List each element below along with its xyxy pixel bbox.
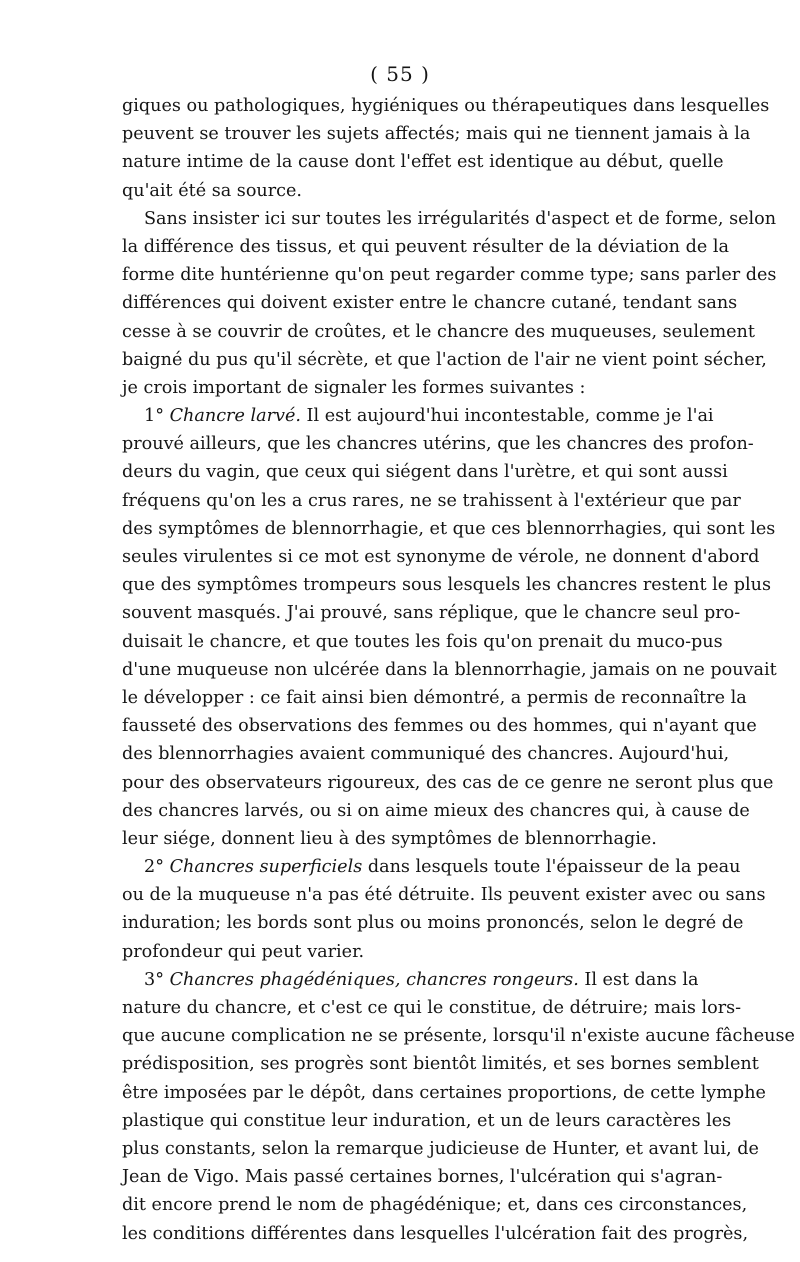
text-line xyxy=(122,994,742,1022)
line-text: fausseté des observations des femmes ou des hommes, qui n'ayant que xyxy=(122,716,757,737)
text-line xyxy=(122,120,751,148)
text-line xyxy=(122,515,776,543)
text-line xyxy=(122,740,730,768)
line-text: seules virulentes si ce mot est synonyme de vérole, ne donnent d'abord xyxy=(122,547,760,567)
text-line xyxy=(122,1107,732,1135)
italic-heading: Chancre larvé. xyxy=(169,406,301,427)
text-line xyxy=(122,148,724,176)
line-text: que aucune complication ne se présente, lorsqu'il n'existe aucune fâcheuse xyxy=(122,1026,795,1047)
text-line xyxy=(122,289,738,317)
line-text: d'une muqueuse non ulcérée dans la blennorrhagie, jamais on ne pouvait xyxy=(122,659,777,680)
line-text: différences qui doivent exister entre le chancre cutané, tendant sans xyxy=(122,293,738,314)
text-line xyxy=(122,543,760,571)
text-line xyxy=(122,1079,766,1107)
text-line xyxy=(122,628,723,656)
text-line xyxy=(122,909,744,937)
line-text: le développer : ce fait ainsi bien démontré, a permis de reconnaître la xyxy=(122,687,747,708)
line-text: duisait le chancre, et que toutes les fois qu'on prenait du muco-pus xyxy=(122,631,723,652)
line-text: dit encore prend le nom de phagédénique; et, dans ces circonstances, xyxy=(122,1195,748,1216)
line-text: prédisposition, ses progrès sont bientôt limités, et ses bornes semblent xyxy=(122,1054,759,1075)
italic-heading: Chancres superficiels xyxy=(169,857,363,878)
line-text: souvent masqués. J'ai prouvé, sans réplique, que le chancre seul pro- xyxy=(122,603,741,624)
text-line xyxy=(122,938,679,966)
text-line xyxy=(122,966,699,994)
text-line xyxy=(122,571,772,599)
line-text: fréquens qu'on les a crus rares, ne se trahissent à l'extérieur que par xyxy=(122,490,741,511)
list-number: 1° xyxy=(144,406,170,427)
body-text xyxy=(122,92,795,1248)
line-text: deurs du vagin, que ceux qui siégent dans l'urètre, et qui sont aussi xyxy=(122,462,728,483)
line-text: cesse à se couvrir de croûtes, et le chancre des muqueuses, seulement xyxy=(122,321,755,342)
text-line xyxy=(122,205,777,233)
line-text: baigné du pus qu'il sécrète, et que l'action de l'air ne vient point sécher, xyxy=(122,349,767,370)
line-text: être imposées par le dépôt, dans certaines proportions, de cette lymphe xyxy=(122,1082,766,1103)
text-line xyxy=(122,656,777,684)
text-line xyxy=(122,261,777,289)
text-line xyxy=(122,1163,723,1191)
text-line xyxy=(122,599,741,627)
line-text: les conditions différentes dans lesquelles l'ulcération fait des progrès, xyxy=(122,1223,749,1244)
text-line xyxy=(122,1135,759,1163)
list-number: 2° xyxy=(144,857,170,878)
line-text: que des symptômes trompeurs sous lesquels les chancres restent le plus xyxy=(122,575,772,596)
italic-heading: Chancres phagédéniques, chancres rongeurs. xyxy=(169,969,579,990)
text-line xyxy=(122,825,679,853)
line-text: peuvent se trouver les sujets affectés; mais qui ne tiennent jamais à la xyxy=(122,124,751,145)
text-line xyxy=(122,881,766,909)
text-line xyxy=(122,1191,748,1219)
text-line xyxy=(122,402,714,430)
line-text: je crois important de signaler les formes suivantes : xyxy=(122,377,586,398)
text-line xyxy=(122,684,747,712)
text-line xyxy=(122,487,741,515)
line-text: des symptômes de blennorrhagie, et que ces blennorrhagies, qui sont les xyxy=(122,518,776,539)
line-text: nature du chancre, et c'est ce qui le constitue, de détruire; mais lors- xyxy=(122,998,742,1018)
line-text: des chancres larvés, ou si on aime mieux des chancres qui, à cause de xyxy=(122,800,750,821)
line-text: des blennorrhagies avaient communiqué des chancres. Aujourd'hui, xyxy=(122,744,730,765)
line-text: Jean de Vigo. Mais passé certaines bornes, l'ulcération qui s'agran- xyxy=(122,1167,723,1188)
text-line xyxy=(122,853,741,881)
text-line xyxy=(122,374,679,402)
list-number: 3° xyxy=(144,969,170,990)
text-line xyxy=(122,318,755,346)
line-text: induration; les bords sont plus ou moins prononcés, selon le degré de xyxy=(122,913,744,934)
line-text: nature intime de la cause dont l'effet est identique au début, quelle xyxy=(122,152,724,173)
text-line xyxy=(122,1022,795,1050)
text-line xyxy=(122,712,757,740)
page-number: ( 55 ) xyxy=(370,62,430,86)
line-text: pour des observateurs rigoureux, des cas de ce genre ne seront plus que xyxy=(122,772,774,793)
line-text: Sans insister ici sur toutes les irrégularités d'aspect et de forme, selon xyxy=(144,208,777,229)
line-text: leur siége, donnent lieu à des symptômes de blennorrhagie. xyxy=(122,828,657,849)
text-line xyxy=(122,769,774,797)
line-text: prouvé ailleurs, que les chancres utérins, que les chancres des profon- xyxy=(122,434,754,455)
text-line xyxy=(122,177,679,205)
line-text: la différence des tissus, et qui peuvent résulter de la déviation de la xyxy=(122,236,729,257)
line-text: giques ou pathologiques, hygiéniques ou thérapeutiques dans lesquelles xyxy=(122,96,770,116)
text-line xyxy=(122,233,729,261)
line-text: Il est aujourd'hui incontestable, comme je l'ai xyxy=(300,406,714,427)
line-text: dans lesquels toute l'épaisseur de la peau xyxy=(362,857,741,878)
line-text: profondeur qui peut varier. xyxy=(122,941,365,962)
text-line xyxy=(122,1050,759,1078)
line-text: qu'ait été sa source. xyxy=(122,180,303,201)
line-text: ou de la muqueuse n'a pas été détruite. Ils peuvent exister avec ou sans xyxy=(122,885,766,906)
line-text: forme dite huntérienne qu'on peut regarder comme type; sans parler des xyxy=(122,265,777,286)
text-line xyxy=(122,797,750,825)
text-line xyxy=(122,346,767,374)
text-line xyxy=(122,92,770,120)
text-line xyxy=(122,458,728,486)
line-text: Il est dans la xyxy=(578,969,699,990)
text-line xyxy=(122,430,754,458)
line-text: plus constants, selon la remarque judicieuse de Hunter, et avant lui, de xyxy=(122,1138,759,1159)
line-text: plastique qui constitue leur induration, et un de leurs caractères les xyxy=(122,1110,732,1131)
text-line xyxy=(122,1220,749,1248)
